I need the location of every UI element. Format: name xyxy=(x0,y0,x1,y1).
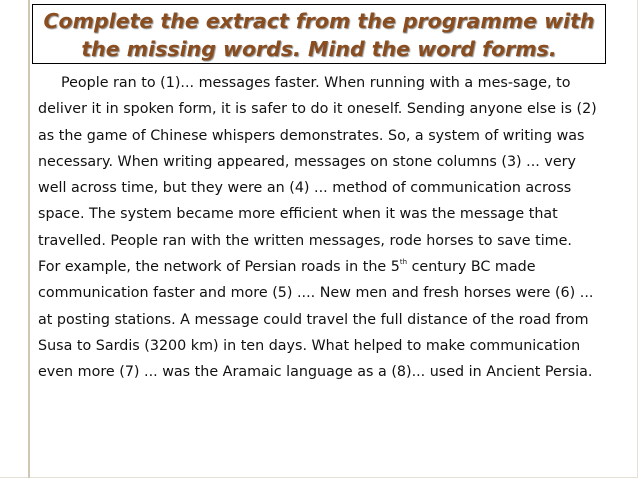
text-line-7: travelled. People ran with the written messages, rode horses to save time. xyxy=(38,232,572,249)
ordinal-superscript: th xyxy=(399,258,408,267)
text-line-11: Susa to Sardis (3200 km) in ten days. What helped to make communication xyxy=(38,337,581,354)
title-line-1: Complete the extract from the programme with xyxy=(43,9,595,33)
text-line-3: as the game of Chinese whispers demonstrates. So, a system of writing was xyxy=(38,127,585,144)
text-line-6: space. The system became more efficient when it was the message that xyxy=(38,206,558,223)
text-line-2: deliver it in spoken form, it is safer to do it oneself. Sending anyone else is (2) xyxy=(38,101,597,118)
text-line-4: necessary. When writing appeared, messages on stone columns (3) ... very xyxy=(38,153,576,170)
text-line-5: well across time, but they were an (4) ... method of communication across xyxy=(38,180,572,197)
title-line-2: the missing words. Mind the word forms. xyxy=(81,37,557,61)
text-line-1: People ran to (1)... messages faster. When running with a mes-sage, to xyxy=(61,75,571,91)
text-line-10: at posting stations. A message could travel the full distance of the road from xyxy=(38,311,589,328)
text-line-8-end: century BC made xyxy=(407,259,536,276)
extract-text xyxy=(38,70,618,386)
text-line-8-start: For example, the network of Persian roads in the 5 xyxy=(38,259,400,276)
text-line-12: even more (7) ... was the Aramaic language as a (8)... used in Ancient Persia. xyxy=(38,364,593,381)
title-box xyxy=(32,4,606,64)
text-line-9: communication faster and more (5) .... New men and fresh horses were (6) ... xyxy=(38,285,594,302)
left-border-line xyxy=(28,0,30,478)
text-line-8 xyxy=(38,254,618,280)
